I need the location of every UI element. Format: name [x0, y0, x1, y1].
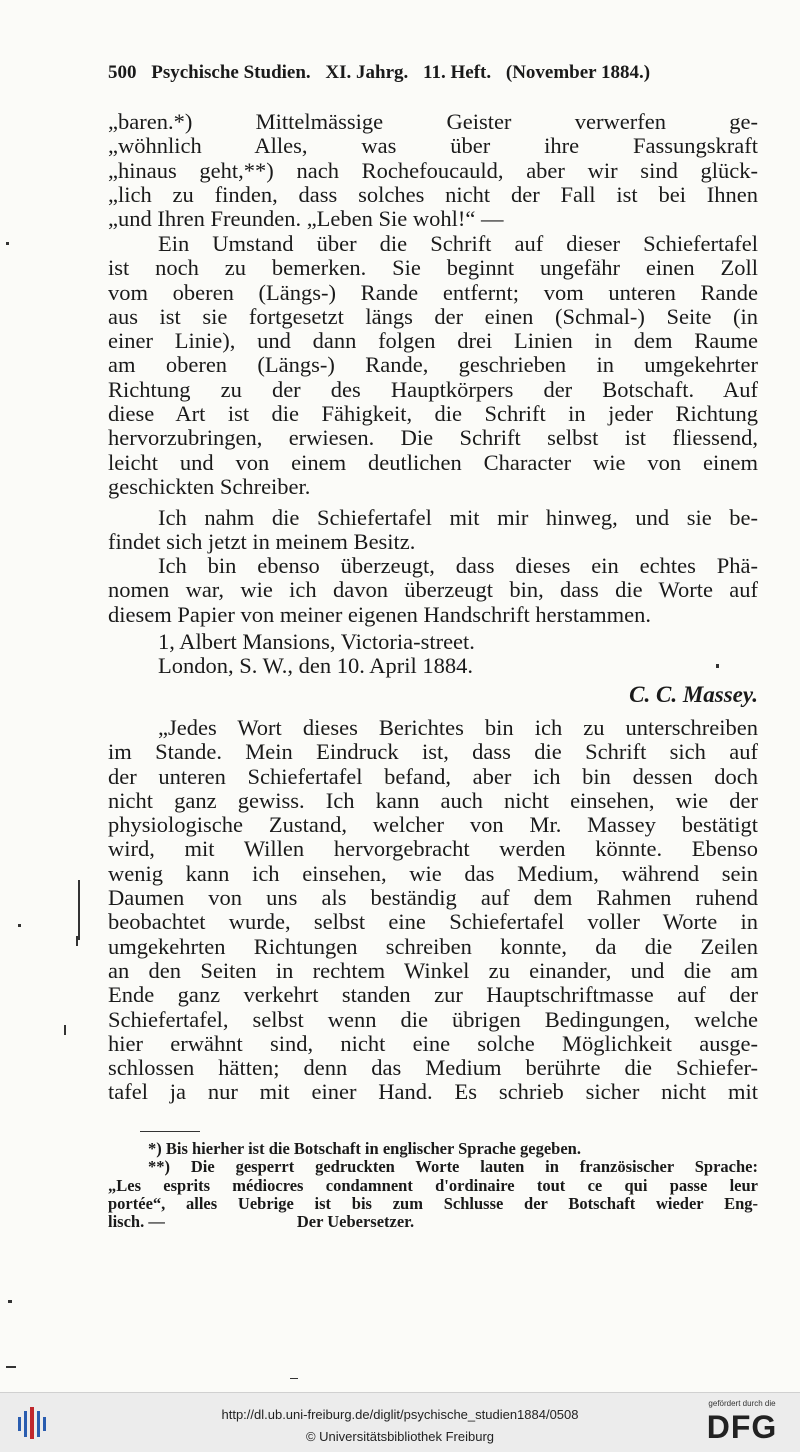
- text-line: nomen war, wie ich davon überzeugt bin, dass die Worte auf: [108, 577, 758, 603]
- text-line: Daumen von uns als beständig auf dem Rahmen ruhend: [108, 885, 758, 911]
- text-line: leicht und von einem deutlichen Character wie von einem: [108, 449, 758, 475]
- text-line: hier erwähnt sind, nicht eine solche Möglichkeit ausge-: [108, 1030, 758, 1056]
- text-line: nicht ganz gewiss. Ich kann auch nicht einsehen, wie der: [108, 787, 758, 813]
- journal-title: Psychische Studien.: [151, 62, 311, 83]
- margin-speck: [6, 242, 9, 245]
- paragraph-2: [108, 232, 758, 499]
- text-line: „Jedes Wort dieses Berichtes bin ich zu unterschreiben: [158, 715, 758, 740]
- paragraph-3: [108, 506, 758, 555]
- address-line: 1, Albert Mansions, Victoria-street.: [158, 629, 475, 654]
- text-line: „hinaus geht,**) nach Rochefoucauld, aber wir sind glück-: [108, 157, 758, 183]
- footnote-line: portée“, alles Uebrige ist bis zum Schlusse der Botschaft wieder Eng-: [108, 1193, 758, 1213]
- text-line: findet sich jetzt in meinem Besitz.: [108, 529, 416, 555]
- footnotes: [108, 1140, 758, 1231]
- address-line: London, S. W., den 10. April 1884.: [158, 653, 474, 679]
- footnote-line: lisch. — Der Uebersetzer.: [108, 1212, 415, 1232]
- text-line: „baren.*) Mittelmässige Geister verwerfen ge-: [108, 109, 758, 134]
- paragraph-1: [108, 110, 758, 231]
- issue: 11. Heft.: [423, 62, 492, 83]
- footnote-line: „Les esprits médiocres condamnent d'ordinaire tout ce qui passe leur: [108, 1175, 758, 1195]
- text-line: einer Linie), und dann folgen drei Linien in dem Raume: [108, 328, 758, 354]
- text-line: Ende ganz verkehrt standen zur Hauptschriftmasse auf der: [108, 982, 758, 1008]
- text-line: aus ist sie fortgesetzt längs der einen (Schmal-) Seite (in: [108, 303, 758, 329]
- margin-mark: [78, 880, 80, 940]
- text-line: vom oberen (Längs-) Rande entfernt; vom unteren Rande: [108, 279, 758, 305]
- text-line: „und Ihren Freunden. „Leben Sie wohl!“ —: [108, 206, 504, 232]
- margin-speck: [18, 924, 21, 927]
- text-line: schlossen hätten; denn das Medium berührte die Schiefer-: [108, 1055, 758, 1081]
- dfg-logo: [696, 1399, 788, 1447]
- footnote-rule: [140, 1131, 200, 1132]
- volume: XI. Jahrg.: [325, 62, 409, 83]
- signature: C. C. Massey.: [629, 682, 758, 707]
- issue-date: (November 1884.): [505, 62, 651, 83]
- text-line: ist noch zu bemerken. Sie beginnt ungefähr einen Zoll: [108, 255, 758, 281]
- text-line: wird, mit Willen hervorgebracht werden könnte. Ebenso: [108, 836, 758, 862]
- text-line: umgekehrten Richtungen schreiben konnte, da die Zeilen: [108, 933, 758, 959]
- text-line: Schiefertafel, selbst wenn die übrigen Bedingungen, welche: [108, 1006, 758, 1032]
- footer-bar: [0, 1392, 800, 1452]
- text-line: Richtung zu der des Hauptkörpers der Botschaft. Auf: [108, 376, 758, 402]
- running-header: [108, 62, 758, 84]
- footnote-line: **) Die gesperrt gedruckten Worte lauten in französischer Sprache:: [148, 1157, 758, 1177]
- text-line: „lich zu finden, dass solches nicht der Fall ist bei Ihnen: [108, 181, 758, 207]
- text-line: am oberen (Längs-) Rande, geschrieben in umgekehrter: [108, 352, 758, 378]
- text-line: Ein Umstand über die Schrift auf dieser Schiefertafel: [158, 231, 758, 256]
- text-line: diesem Papier von meiner eigenen Handschrift herstammen.: [108, 601, 651, 627]
- margin-mark: [76, 936, 78, 946]
- margin-speck: [8, 1300, 12, 1303]
- text-line: Ich nahm die Schiefertafel mit mir hinweg, und sie be-: [158, 505, 758, 530]
- text-line: wenig kann ich einsehen, wie das Medium, während sein: [108, 860, 758, 886]
- footnote-line: *) Bis hierher ist die Botschaft in englischer Sprache gegeben.: [148, 1139, 581, 1158]
- margin-speck: [716, 664, 719, 668]
- text-line: physiologische Zustand, welcher von Mr. Massey bestätigt: [108, 812, 758, 838]
- address-block: [108, 630, 758, 679]
- dfg-tagline: gefördert durch die: [708, 1399, 776, 1408]
- margin-speck: [6, 1366, 16, 1368]
- paragraph-5: [108, 716, 758, 1105]
- paragraph-4: [108, 554, 758, 627]
- text-line: hervorzubringen, erwiesen. Die Schrift selbst ist fliessend,: [108, 425, 758, 451]
- page-number: 500: [108, 62, 137, 83]
- dfg-wordmark: DFG: [706, 1409, 778, 1445]
- text-line: beobachtet wurde, selbst eine Schiefertafel voller Worte in: [108, 909, 758, 935]
- margin-speck: [64, 1025, 66, 1035]
- text-line: im Stande. Mein Eindruck ist, dass die Schrift sich auf: [108, 739, 758, 765]
- text-line: an den Seiten in rechtem Winkel zu einander, und die am: [108, 957, 758, 983]
- text-line: geschickten Schreiber.: [108, 473, 311, 499]
- text-line: „wöhnlich Alles, was über ihre Fassungskraft: [108, 133, 758, 159]
- text-line: der unteren Schiefertafel befand, aber ich bin dessen doch: [108, 763, 758, 789]
- source-url-link[interactable]: http://dl.ub.uni-freiburg.de/diglit/psychische_studien1884/0508: [221, 1407, 579, 1422]
- copyright-text: © Universitätsbibliothek Freiburg: [305, 1429, 495, 1444]
- text-line: diese Art ist die Fähigkeit, die Schrift in jeder Richtung: [108, 401, 758, 427]
- margin-speck: [290, 1378, 298, 1379]
- text-line: Ich bin ebenso überzeugt, dass dieses ein echtes Phä-: [158, 553, 758, 578]
- text-line: tafel ja nur mit einer Hand. Es schrieb sicher nicht mit: [108, 1079, 758, 1105]
